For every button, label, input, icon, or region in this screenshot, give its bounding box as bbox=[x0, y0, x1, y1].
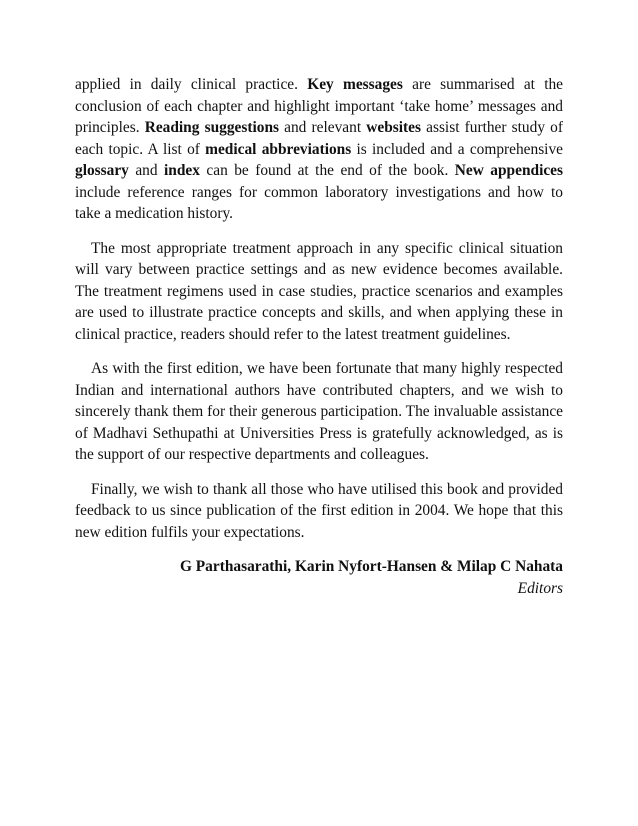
document-page bbox=[75, 74, 563, 599]
text-run: include reference ranges for common laboratory investigations and how to take a medication history. bbox=[75, 183, 563, 222]
text-run: can be found at the end of the book. bbox=[199, 162, 455, 179]
text-run: and relevant bbox=[279, 119, 367, 136]
bold-term: glossary bbox=[75, 162, 129, 179]
text-run: and bbox=[128, 162, 165, 179]
text-run: assist further study of each topic. A list of bbox=[75, 119, 563, 158]
bold-term: Key messages bbox=[307, 76, 403, 93]
text-run: is included and a comprehensive bbox=[351, 140, 563, 158]
bold-term: medical abbreviations bbox=[205, 140, 352, 158]
bold-term: Reading suggestions bbox=[144, 119, 279, 136]
bold-term: New appendices bbox=[454, 162, 563, 179]
text-run: As with the first edition, we have been fortunate that many highly respected Indian and international authors have contributed chapters, and we wish to sincerely thank them for their generous participation. The invaluable assistance of Madhavi Sethupathi at Universities Press is gratefully acknowledged, as is the support of our respective departments and colleagues. bbox=[75, 360, 563, 463]
paragraph-closing-thanks bbox=[75, 479, 563, 544]
editor-role: Editors bbox=[517, 579, 563, 597]
text-run: Finally, we wish to thank all those who have utilised this book and provided feedback to us since publication of the first edition in 2004. We hope that this new edition fulfils your expectations. bbox=[75, 480, 563, 541]
editor-names: G Parthasarathi, Karin Nyfort-Hansen & Milap C Nahata bbox=[179, 558, 563, 575]
paragraph-treatment-approach bbox=[75, 238, 563, 346]
text-run: are summarised at the conclusion of each chapter and highlight important ‘take home’ messages and principles. bbox=[75, 76, 563, 136]
paragraph-book-features bbox=[75, 74, 563, 225]
bold-term: index bbox=[164, 162, 200, 179]
bold-term: websites bbox=[366, 119, 421, 136]
text-run: applied in daily clinical practice. bbox=[75, 76, 308, 93]
text-run: The most appropriate treatment approach in any specific clinical situation will vary between practice settings and as new evidence becomes available. The treatment regimens used in case studies, practice scenarios and examples are used to illustrate practice concepts and skills, and when applying these in clinical practice, readers should refer to the latest treatment guidelines. bbox=[75, 239, 563, 343]
paragraph-acknowledgements bbox=[75, 358, 563, 466]
